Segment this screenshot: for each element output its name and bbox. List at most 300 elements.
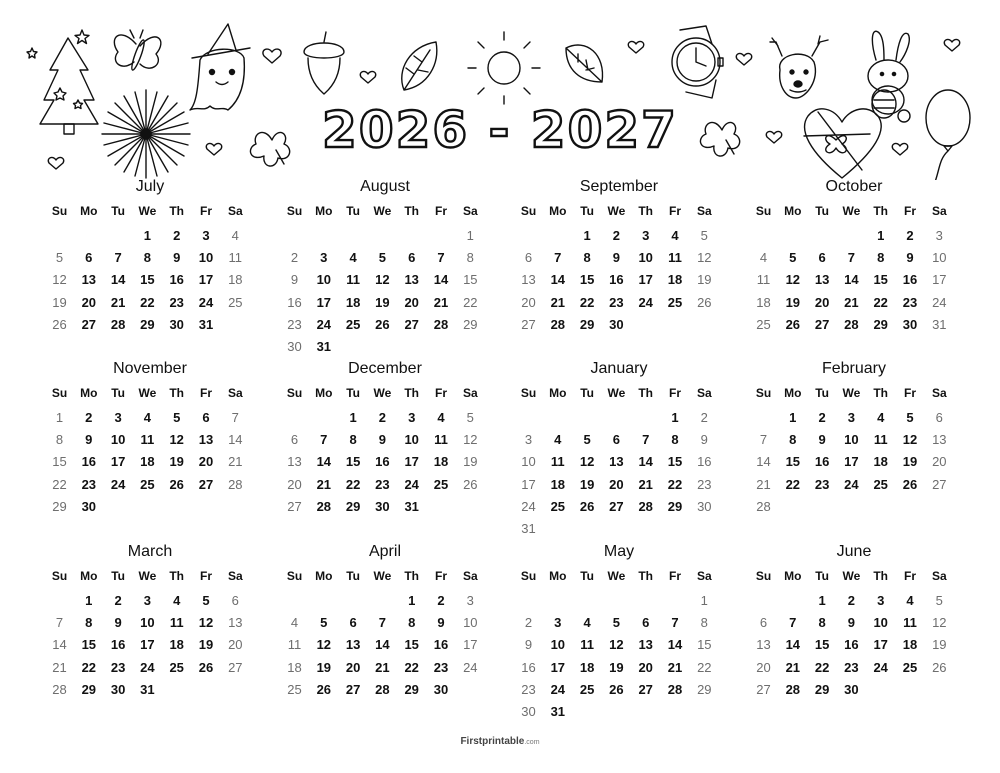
day-cell: 23 <box>110 659 126 675</box>
weekday-header: Su <box>286 204 303 218</box>
day-cell: 14 <box>433 272 449 288</box>
day-cell: 16 <box>609 272 624 288</box>
weekday-header: Sa <box>227 569 243 583</box>
day-cell: 20 <box>287 476 302 492</box>
day-cell: 27 <box>198 476 214 492</box>
day-cell: 7 <box>759 432 768 448</box>
day-cell: 10 <box>404 432 419 448</box>
day-cell: 15 <box>814 637 830 653</box>
day-cell: 5 <box>466 410 474 425</box>
day-cell: 28 <box>375 681 390 697</box>
weekday-header: Mo <box>315 386 333 400</box>
day-cell: 6 <box>524 250 533 266</box>
weekday-header: Fr <box>904 204 916 218</box>
month-name: August <box>360 178 410 195</box>
day-cell: 19 <box>375 294 390 310</box>
day-cell: 18 <box>579 659 595 675</box>
day-cell: 20 <box>81 294 97 310</box>
day-cell: 19 <box>463 454 478 470</box>
day-cell: 4 <box>583 615 591 631</box>
month-name: March <box>127 543 173 560</box>
day-cell: 7 <box>671 615 679 631</box>
day-cell: 3 <box>466 593 474 608</box>
weekday-header: Mo <box>80 386 98 400</box>
day-cell: 27 <box>638 681 653 697</box>
day-cell: 6 <box>642 615 650 631</box>
day-cell: 23 <box>169 294 184 310</box>
day-cell: 17 <box>404 454 419 470</box>
day-cell: 8 <box>466 250 474 266</box>
day-cell: 18 <box>756 294 771 310</box>
day-cell: 2 <box>114 593 122 608</box>
day-cell: 5 <box>789 250 797 266</box>
weekday-header: Fr <box>904 386 916 400</box>
weekday-header: Tu <box>111 386 125 400</box>
day-cell: 7 <box>55 615 64 631</box>
day-cell: 22 <box>785 476 801 492</box>
day-cell: 6 <box>818 250 826 266</box>
day-cell: 4 <box>143 410 151 425</box>
weekday-header: Su <box>51 204 68 218</box>
day-cell: 29 <box>52 498 67 514</box>
day-cell: 27 <box>228 659 243 675</box>
day-cell: 12 <box>375 272 390 288</box>
day-cell: 16 <box>433 637 449 653</box>
day-cell: 31 <box>932 316 947 332</box>
weekday-header: We <box>138 386 157 400</box>
day-cell: 10 <box>140 615 155 631</box>
day-cell: 3 <box>524 432 533 448</box>
day-cell: 27 <box>932 476 947 492</box>
day-cell: 15 <box>140 272 155 288</box>
weekday-header: We <box>607 386 626 400</box>
day-cell: 7 <box>847 250 855 266</box>
day-cell: 17 <box>638 272 653 288</box>
day-cell: 13 <box>345 637 361 653</box>
day-cell: 26 <box>52 316 67 332</box>
day-cell: 23 <box>521 681 536 697</box>
day-cell: 11 <box>346 272 360 288</box>
weekday-header: Th <box>169 386 185 400</box>
day-cell: 14 <box>756 454 771 470</box>
day-cell: 28 <box>667 681 683 697</box>
day-cell: 1 <box>55 410 64 425</box>
day-cell: 8 <box>408 615 416 631</box>
day-cell: 11 <box>550 454 565 470</box>
day-cell: 1 <box>671 410 679 425</box>
day-cell: 8 <box>85 615 93 631</box>
day-cell: 14 <box>667 637 683 653</box>
day-cell: 22 <box>697 659 712 675</box>
weekday-header: Su <box>755 569 772 583</box>
day-cell: 21 <box>52 659 67 675</box>
day-cell: 12 <box>198 615 214 631</box>
day-cell: 9 <box>524 637 533 653</box>
day-cell: 31 <box>521 521 536 536</box>
weekday-header: Tu <box>346 204 360 218</box>
day-cell: 17 <box>463 637 478 653</box>
day-cell: 30 <box>169 316 184 332</box>
weekday-header: Su <box>286 386 303 400</box>
day-cell: 2 <box>173 228 181 243</box>
weekday-header: Sa <box>696 204 712 218</box>
month-name: December <box>348 360 422 377</box>
day-cell: 8 <box>583 250 591 266</box>
month-name: October <box>825 178 883 195</box>
day-cell: 7 <box>437 250 445 266</box>
day-cell: 19 <box>785 294 801 310</box>
day-cell: 17 <box>550 659 566 675</box>
day-cell: 26 <box>609 681 624 697</box>
day-cell: 13 <box>932 432 947 448</box>
day-cell: 18 <box>228 272 243 288</box>
day-cell: 2 <box>818 410 826 425</box>
day-cell: 16 <box>844 637 859 653</box>
weekday-header: Sa <box>931 569 947 583</box>
day-cell: 12 <box>169 432 184 448</box>
day-cell: 13 <box>521 272 536 288</box>
day-cell: 15 <box>404 637 419 653</box>
day-cell: 28 <box>228 476 243 492</box>
weekday-header: Sa <box>462 569 478 583</box>
day-cell: 3 <box>202 228 210 243</box>
day-cell: 29 <box>81 681 97 697</box>
weekday-header: Tu <box>346 386 360 400</box>
day-cell: 4 <box>437 410 445 425</box>
day-cell: 3 <box>408 410 416 425</box>
day-cell: 15 <box>579 272 595 288</box>
day-cell: 9 <box>818 432 826 448</box>
weekday-header: Su <box>755 386 772 400</box>
day-cell: 30 <box>81 498 97 514</box>
month-name: May <box>603 543 635 560</box>
day-cell: 27 <box>521 316 536 332</box>
day-cell: 2 <box>524 615 533 631</box>
day-cell: 14 <box>638 454 653 470</box>
day-cell: 11 <box>756 272 771 288</box>
day-cell: 15 <box>463 272 478 288</box>
day-cell: 1 <box>583 228 591 243</box>
day-cell: 29 <box>140 316 155 332</box>
day-cell: 9 <box>700 432 708 448</box>
weekday-header: Th <box>404 204 420 218</box>
day-cell: 22 <box>873 294 888 310</box>
weekday-header: We <box>373 204 392 218</box>
weekday-header: Su <box>51 386 68 400</box>
day-cell: 10 <box>316 272 332 288</box>
day-cell: 8 <box>700 615 708 631</box>
weekday-header: We <box>842 386 861 400</box>
day-cell: 17 <box>521 476 536 492</box>
day-cell: 23 <box>609 294 624 310</box>
weekday-header: Tu <box>346 569 360 583</box>
day-cell: 29 <box>579 316 595 332</box>
day-cell: 5 <box>906 410 914 425</box>
weekday-header: Fr <box>904 569 916 583</box>
weekday-header: We <box>607 569 626 583</box>
day-cell: 3 <box>847 410 855 425</box>
day-cell: 18 <box>873 454 888 470</box>
day-cell: 31 <box>198 316 214 332</box>
brand-domain: .com <box>524 739 540 746</box>
weekday-header: Th <box>638 386 654 400</box>
day-cell: 1 <box>349 410 357 425</box>
day-cell: 10 <box>463 615 478 631</box>
day-cell: 30 <box>844 681 859 697</box>
day-cell: 12 <box>932 615 947 631</box>
weekday-header: Th <box>404 569 420 583</box>
day-cell: 11 <box>580 637 594 653</box>
day-cell: 20 <box>521 294 536 310</box>
day-cell: 9 <box>173 250 181 266</box>
day-cell: 18 <box>287 659 302 675</box>
weekday-header: Tu <box>815 204 829 218</box>
weekday-header: Tu <box>580 386 594 400</box>
day-cell: 30 <box>697 498 712 514</box>
day-cell: 11 <box>873 432 888 448</box>
day-cell: 5 <box>173 410 181 425</box>
day-cell: 21 <box>433 294 449 310</box>
day-cell: 5 <box>583 432 591 448</box>
day-cell: 29 <box>814 681 830 697</box>
day-cell: 19 <box>579 476 595 492</box>
day-cell: 30 <box>521 704 536 719</box>
day-cell: 1 <box>789 410 797 425</box>
day-cell: 6 <box>612 432 620 448</box>
day-cell: 3 <box>642 228 650 243</box>
day-cell: 5 <box>612 615 620 631</box>
day-cell: 22 <box>404 659 419 675</box>
weekday-header: Fr <box>435 204 447 218</box>
day-cell: 16 <box>375 454 390 470</box>
day-cell: 22 <box>52 476 67 492</box>
day-cell: 16 <box>81 454 97 470</box>
day-cell: 26 <box>579 498 595 514</box>
day-cell: 19 <box>198 637 214 653</box>
weekday-header: Su <box>520 386 537 400</box>
day-cell: 15 <box>81 637 97 653</box>
weekday-header: Th <box>169 204 185 218</box>
weekday-header: Sa <box>696 569 712 583</box>
day-cell: 4 <box>759 250 768 266</box>
day-cell: 24 <box>463 659 478 675</box>
day-cell: 6 <box>202 410 210 425</box>
day-cell: 4 <box>349 250 357 266</box>
day-cell: 22 <box>463 294 478 310</box>
day-cell: 4 <box>173 593 181 608</box>
weekday-header: Sa <box>931 204 947 218</box>
weekday-header: Su <box>51 569 68 583</box>
day-cell: 18 <box>345 294 361 310</box>
day-cell: 9 <box>437 615 445 631</box>
day-cell: 11 <box>903 615 917 631</box>
brand-logo[interactable]: Firstprintable <box>460 736 525 747</box>
day-cell: 26 <box>316 681 332 697</box>
day-cell: 31 <box>404 498 419 514</box>
day-cell: 26 <box>375 316 390 332</box>
day-cell: 11 <box>228 250 243 266</box>
day-cell: 10 <box>110 432 126 448</box>
weekday-header: Th <box>638 569 654 583</box>
day-cell: 21 <box>375 659 390 675</box>
day-cell: 20 <box>814 294 830 310</box>
day-cell: 25 <box>140 476 155 492</box>
day-cell: 3 <box>114 410 122 425</box>
day-cell: 25 <box>667 294 683 310</box>
day-cell: 7 <box>554 250 562 266</box>
day-cell: 13 <box>638 637 653 653</box>
month-name: April <box>368 543 401 560</box>
day-cell: 22 <box>345 476 361 492</box>
day-cell: 8 <box>55 432 64 448</box>
day-cell: 21 <box>844 294 859 310</box>
day-cell: 30 <box>609 316 624 332</box>
weekday-header: Tu <box>580 569 594 583</box>
day-cell: 23 <box>697 476 712 492</box>
day-cell: 29 <box>873 316 888 332</box>
weekday-header: Th <box>873 386 889 400</box>
day-cell: 1 <box>466 228 474 243</box>
day-cell: 25 <box>228 294 243 310</box>
weekday-header: Mo <box>784 569 802 583</box>
day-cell: 15 <box>697 637 712 653</box>
day-cell: 22 <box>667 476 683 492</box>
day-cell: 11 <box>434 432 448 448</box>
day-cell: 29 <box>404 681 419 697</box>
weekday-header: We <box>138 204 157 218</box>
day-cell: 8 <box>818 615 826 631</box>
weekday-header: Tu <box>815 569 829 583</box>
day-cell: 7 <box>642 432 650 448</box>
day-cell: 21 <box>110 294 126 310</box>
month-name: June <box>836 543 872 560</box>
day-cell: 17 <box>110 454 126 470</box>
day-cell: 14 <box>228 432 243 448</box>
day-cell: 6 <box>408 250 416 266</box>
day-cell: 21 <box>667 659 683 675</box>
day-cell: 30 <box>433 681 449 697</box>
day-cell: 12 <box>316 637 332 653</box>
day-cell: 25 <box>579 681 595 697</box>
weekday-header: Fr <box>435 386 447 400</box>
day-cell: 16 <box>521 659 536 675</box>
day-cell: 19 <box>52 294 67 310</box>
day-cell: 15 <box>785 454 801 470</box>
day-cell: 24 <box>638 294 653 310</box>
day-cell: 5 <box>378 250 386 266</box>
month-name: January <box>590 360 648 377</box>
day-cell: 15 <box>667 454 683 470</box>
day-cell: 13 <box>609 454 624 470</box>
day-cell: 18 <box>169 637 184 653</box>
day-cell: 18 <box>433 454 449 470</box>
weekday-header: Sa <box>696 386 712 400</box>
day-cell: 10 <box>550 637 566 653</box>
day-cell: 25 <box>550 498 566 514</box>
weekday-header: We <box>373 386 392 400</box>
day-cell: 23 <box>433 659 449 675</box>
day-cell: 14 <box>375 637 390 653</box>
weekday-header: Th <box>169 569 185 583</box>
day-cell: 23 <box>375 476 390 492</box>
day-cell: 27 <box>287 498 302 514</box>
day-cell: 1 <box>877 228 885 243</box>
day-cell: 2 <box>847 593 855 608</box>
day-cell: 22 <box>140 294 155 310</box>
day-cell: 11 <box>169 615 184 631</box>
weekday-header: Th <box>404 386 420 400</box>
day-cell: 13 <box>228 615 243 631</box>
day-cell: 23 <box>844 659 859 675</box>
weekday-header: Fr <box>200 204 212 218</box>
day-cell: 24 <box>140 659 155 675</box>
weekday-header: We <box>373 569 392 583</box>
day-cell: 9 <box>290 272 299 288</box>
weekday-header: Th <box>873 569 889 583</box>
day-cell: 2 <box>906 228 914 243</box>
day-cell: 3 <box>935 228 943 243</box>
day-cell: 19 <box>902 454 918 470</box>
day-cell: 28 <box>756 498 771 514</box>
day-cell: 10 <box>521 454 536 470</box>
day-cell: 2 <box>85 410 93 425</box>
month-name: November <box>113 360 187 377</box>
day-cell: 19 <box>169 454 184 470</box>
day-cell: 18 <box>140 454 155 470</box>
day-cell: 27 <box>345 681 361 697</box>
day-cell: 3 <box>320 250 328 266</box>
day-cell: 9 <box>612 250 620 266</box>
day-cell: 20 <box>756 659 771 675</box>
day-cell: 10 <box>198 250 214 266</box>
day-cell: 25 <box>287 681 302 697</box>
day-cell: 12 <box>52 272 67 288</box>
day-cell: 28 <box>638 498 653 514</box>
month-name: September <box>579 178 659 195</box>
day-cell: 6 <box>85 250 93 266</box>
day-cell: 27 <box>81 316 97 332</box>
day-cell: 20 <box>609 476 624 492</box>
weekday-header: Sa <box>931 386 947 400</box>
day-cell: 28 <box>550 316 566 332</box>
day-cell: 20 <box>932 454 947 470</box>
weekday-header: Fr <box>669 386 681 400</box>
day-cell: 30 <box>287 339 302 354</box>
day-cell: 26 <box>169 476 184 492</box>
day-cell: 10 <box>873 615 888 631</box>
day-cell: 24 <box>932 294 947 310</box>
day-cell: 26 <box>463 476 478 492</box>
weekday-header: Th <box>873 204 889 218</box>
day-cell: 15 <box>345 454 361 470</box>
day-cell: 10 <box>844 432 859 448</box>
day-cell: 12 <box>785 272 801 288</box>
day-cell: 16 <box>287 294 302 310</box>
day-cell: 31 <box>316 339 332 354</box>
day-cell: 23 <box>287 316 302 332</box>
day-cell: 2 <box>612 228 620 243</box>
day-cell: 6 <box>935 410 943 425</box>
day-cell: 15 <box>52 454 67 470</box>
day-cell: 29 <box>697 681 712 697</box>
day-cell: 11 <box>140 432 155 448</box>
day-cell: 24 <box>550 681 566 697</box>
day-cell: 1 <box>143 228 151 243</box>
weekday-header: Mo <box>549 386 567 400</box>
weekday-header: Mo <box>80 569 98 583</box>
day-cell: 29 <box>345 498 361 514</box>
day-cell: 8 <box>143 250 151 266</box>
